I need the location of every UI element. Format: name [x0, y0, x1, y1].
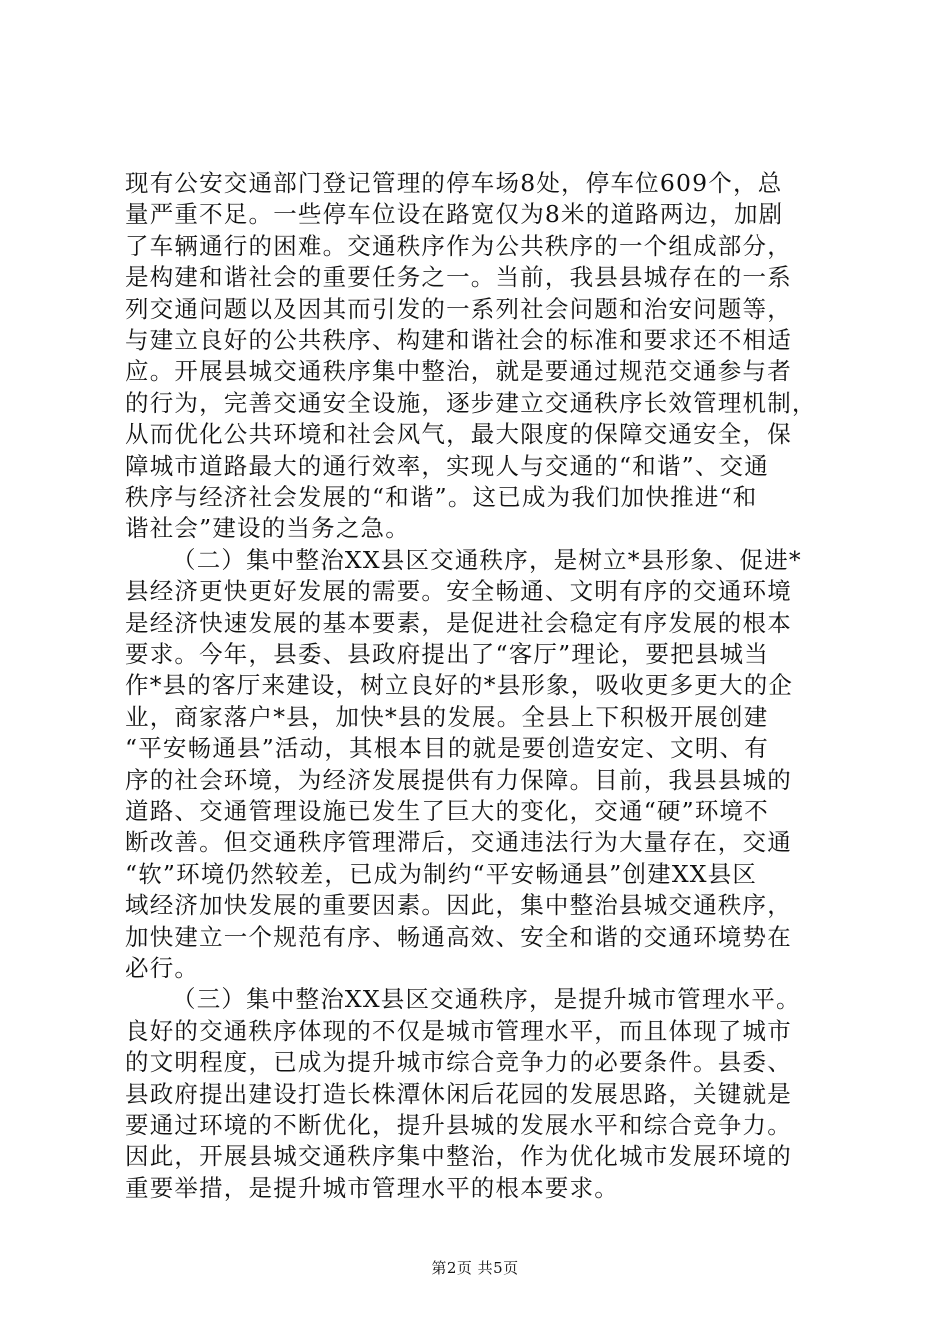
- text-line: 重要举措，是提升城市管理水平的根本要求。: [125, 1173, 619, 1202]
- text-line: 域经济加快发展的重要因素。因此，集中整治县城交通秩序，: [125, 891, 792, 920]
- text-line: 现有公安交通部门登记管理的停车场8处，停车位609个，总: [125, 169, 783, 197]
- text-line: 业，商家落户*县，加快*县的发展。全县上下积极开展创建: [125, 702, 769, 731]
- text-line: 加快建立一个规范有序、畅通高效、安全和谐的交通环境势在: [125, 922, 792, 951]
- text-line: （二）集中整治XX县区交通秩序，是树立*县形象、促进*: [172, 545, 802, 574]
- text-line: 应。开展县城交通秩序集中整治，就是要通过规范交通参与者: [125, 357, 792, 386]
- page-footer: 第2页 共5页: [431, 1259, 519, 1277]
- text-line: 良好的交通秩序体现的不仅是城市管理水平，而且体现了城市: [125, 1016, 792, 1045]
- text-line: 要通过环境的不断优化，提升县城的发展水平和综合竞争力。: [125, 1111, 792, 1139]
- text-line: 了车辆通行的困难。交通秩序作为公共秩序的一个组成部分，: [125, 231, 792, 260]
- text-line: 序的社会环境，为经济发展提供有力保障。目前，我县县城的: [125, 765, 792, 794]
- text-line: 断改善。但交通秩序管理滞后，交通违法行为大量存在，交通: [125, 828, 792, 857]
- text-line: 的行为，完善交通安全设施，逐步建立交通秩序长效管理机制，: [125, 388, 817, 417]
- text-line: 因此，开展县城交通秩序集中整治，作为优化城市发展环境的: [125, 1142, 792, 1171]
- text-line: 障城市道路最大的通行效率，实现人与交通的“和谐”、交通: [125, 451, 769, 480]
- text-line: 量严重不足。一些停车位设在路宽仅为8米的道路两边，加剧: [125, 200, 784, 229]
- text-line: 是经济快速发展的基本要素，是促进社会稳定有序发展的根本: [125, 608, 792, 637]
- text-line: “软”环境仍然较差，已成为制约“平安畅通县”创建XX县区: [125, 859, 758, 888]
- text-line: “平安畅通县”活动，其根本目的就是要创造安定、文明、有: [125, 734, 769, 763]
- text-line: 的文明程度，已成为提升城市综合竞争力的必要条件。县委、: [125, 1048, 792, 1077]
- text-line: （三）集中整治XX县区交通秩序，是提升城市管理水平。: [172, 985, 801, 1014]
- text-line: 与建立良好的公共秩序、构建和谐社会的标准和要求还不相适: [125, 326, 792, 354]
- text-line: 作*县的客厅来建设，树立良好的*县形象，吸收更多更大的企: [125, 671, 794, 700]
- text-line: 县政府提出建设打造长株潭休闲后花园的发展思路，关键就是: [125, 1079, 792, 1108]
- text-line: 道路、交通管理设施已发生了巨大的变化，交通“硬”环境不: [125, 797, 769, 825]
- text-line: 列交通问题以及因其而引发的一系列社会问题和治安问题等，: [125, 294, 792, 323]
- text-line: 从而优化公共环境和社会风气，最大限度的保障交通安全，保: [125, 420, 792, 449]
- text-line: 必行。: [125, 954, 200, 982]
- text-line: 谐社会”建设的当务之急。: [125, 514, 410, 543]
- text-line: 县经济更快更好发展的需要。安全畅通、文明有序的交通环境: [125, 577, 792, 606]
- text-line: 是构建和谐社会的重要任务之一。当前，我县县城存在的一系: [125, 263, 792, 292]
- text-line: 要求。今年，县委、县政府提出了“客厅”理论，要把县城当: [125, 640, 769, 668]
- text-line: 秩序与经济社会发展的“和谐”。这已成为我们加快推进“和: [125, 483, 758, 511]
